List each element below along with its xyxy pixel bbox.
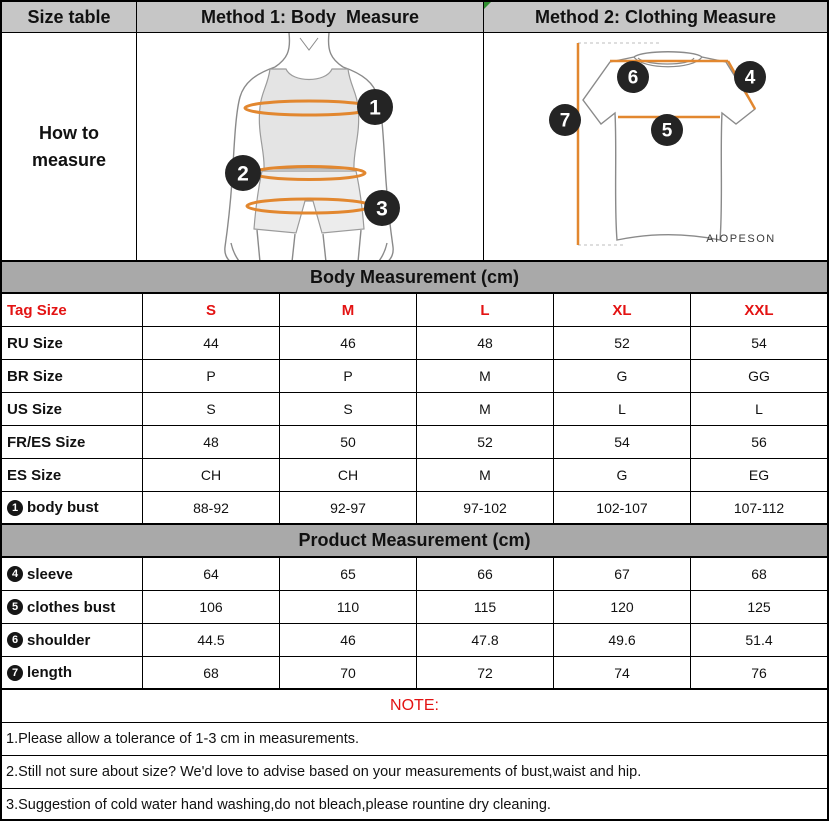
table-cell: G	[554, 459, 691, 491]
table-cell: M	[417, 360, 554, 392]
table-cell: 66	[417, 558, 554, 590]
how-to-measure-label: How to measure	[2, 33, 137, 260]
body-measure-illustration	[137, 33, 484, 260]
marker-5: 5	[661, 120, 673, 142]
table-cell: 51.4	[745, 632, 773, 648]
table-row-shoulder	[2, 624, 827, 657]
table-cell: 67	[554, 558, 691, 590]
row-label: FR/ES Size	[2, 426, 143, 458]
row-label	[2, 591, 143, 623]
body-measurement-section-title: Body Measurement (cm)	[2, 262, 827, 294]
clothing-measure-illustration	[484, 33, 827, 260]
table-row-fres-size	[2, 426, 827, 459]
table-cell: 115	[417, 591, 554, 623]
method2-title-text: Method 2: Clothing Measure	[534, 6, 776, 27]
table-row-sleeve	[2, 558, 827, 591]
note-title: NOTE:	[2, 690, 827, 723]
row-label	[2, 558, 143, 590]
table-cell: 44	[143, 327, 280, 359]
table-cell: 70	[280, 657, 417, 688]
note-item-3: 3.Suggestion of cold water hand washing,do not bleach,please rountine dry cleaning.	[6, 797, 551, 813]
table-row-body-bust	[2, 492, 827, 525]
table-cell: 44.5	[143, 624, 280, 656]
table-cell: 92-97	[280, 492, 417, 523]
row-label: BR Size	[2, 360, 143, 392]
table-cell: CH	[280, 459, 417, 491]
size-col-s: S	[143, 294, 280, 326]
table-row-clothes-bust	[2, 591, 827, 624]
table-cell: 48	[417, 327, 554, 359]
size-col-m: M	[280, 294, 417, 326]
table-cell: 68	[143, 657, 280, 688]
tank-top-shape	[259, 69, 358, 169]
table-cell: 64	[143, 558, 280, 590]
body-diagram	[137, 33, 484, 260]
table-cell: S	[280, 393, 417, 425]
table-cell: 47.8	[417, 624, 554, 656]
table-cell: M	[417, 393, 554, 425]
table-cell: 97-102	[417, 492, 554, 523]
tshirt-shape	[583, 52, 755, 240]
table-row-br-size	[2, 360, 827, 393]
row-label-text: sleeve	[27, 565, 73, 583]
table-cell: 76	[751, 664, 767, 681]
size-table-title: Size table	[2, 2, 137, 32]
table-cell: P	[280, 360, 417, 392]
row-label: US Size	[2, 393, 143, 425]
table-cell: 54	[751, 335, 767, 351]
circled-4-badge: 4	[7, 566, 23, 582]
table-cell: 102-107	[554, 492, 691, 523]
table-row-es-size	[2, 459, 827, 492]
size-col-xxl: XXL	[744, 301, 774, 319]
row-label	[2, 657, 143, 688]
row-label-text: length	[27, 664, 72, 681]
marker-6: 6	[627, 67, 639, 89]
method2-title	[484, 2, 827, 32]
note-item-1: 1.Please allow a tolerance of 1-3 cm in measurements.	[2, 723, 827, 756]
table-cell: 54	[554, 426, 691, 458]
tag-size-label: Tag Size	[2, 294, 143, 326]
table-cell: M	[417, 459, 554, 491]
table-row-ru-size	[2, 327, 827, 360]
table-cell: CH	[143, 459, 280, 491]
top-header-row	[2, 2, 827, 33]
circled-6-badge: 6	[7, 632, 23, 648]
row-label: RU Size	[2, 327, 143, 359]
table-cell: EG	[748, 467, 770, 483]
table-cell: 49.6	[554, 624, 691, 656]
row-label: ES Size	[2, 459, 143, 491]
table-cell: 46	[280, 327, 417, 359]
table-row-us-size	[2, 393, 827, 426]
row-label	[2, 624, 143, 656]
circled-5-badge: 5	[7, 599, 23, 615]
table-cell: 52	[417, 426, 554, 458]
table-cell: 68	[751, 566, 767, 582]
table-cell: 125	[747, 599, 771, 615]
table-cell: 65	[280, 558, 417, 590]
table-row-length	[2, 657, 827, 690]
illustration-row	[2, 33, 827, 262]
method1-title: Method 1: Body Measure	[137, 2, 484, 32]
table-cell: 74	[554, 657, 691, 688]
size-col-l: L	[417, 294, 554, 326]
table-cell: 110	[280, 591, 417, 623]
cell-corner-flag-icon	[484, 2, 491, 9]
table-cell: 50	[280, 426, 417, 458]
marker-2: 2	[237, 162, 249, 186]
table-cell: L	[554, 393, 691, 425]
marker-3: 3	[376, 197, 388, 221]
table-cell: S	[143, 393, 280, 425]
table-cell: 88-92	[143, 492, 280, 523]
circled-7-badge: 7	[7, 665, 23, 681]
shirt-diagram	[484, 33, 827, 260]
row-label-text: clothes bust	[27, 598, 116, 616]
circled-1-badge: 1	[7, 500, 23, 516]
row-label	[2, 492, 143, 523]
tag-size-row	[2, 294, 827, 327]
table-cell: 107-112	[733, 499, 785, 516]
brand-label: AIOPESON	[706, 233, 776, 245]
marker-7: 7	[559, 110, 571, 132]
table-cell: 56	[751, 434, 767, 450]
row-label-text: body bust	[27, 499, 99, 516]
table-cell: 52	[554, 327, 691, 359]
table-cell: 120	[554, 591, 691, 623]
table-cell: GG	[748, 368, 770, 384]
table-cell: 106	[143, 591, 280, 623]
marker-1: 1	[369, 96, 381, 120]
table-cell: 48	[143, 426, 280, 458]
product-measurement-section-title: Product Measurement (cm)	[2, 525, 827, 558]
table-cell: 72	[417, 657, 554, 688]
table-cell: P	[143, 360, 280, 392]
size-col-xl: XL	[554, 294, 691, 326]
table-cell: L	[755, 401, 763, 417]
table-cell: G	[554, 360, 691, 392]
note-item-2: 2.Still not sure about size? We'd love to advise based on your measurements of bust,waist and hip.	[2, 756, 827, 789]
row-label-text: shoulder	[27, 631, 91, 649]
marker-4: 4	[744, 67, 756, 89]
table-cell: 46	[280, 624, 417, 656]
